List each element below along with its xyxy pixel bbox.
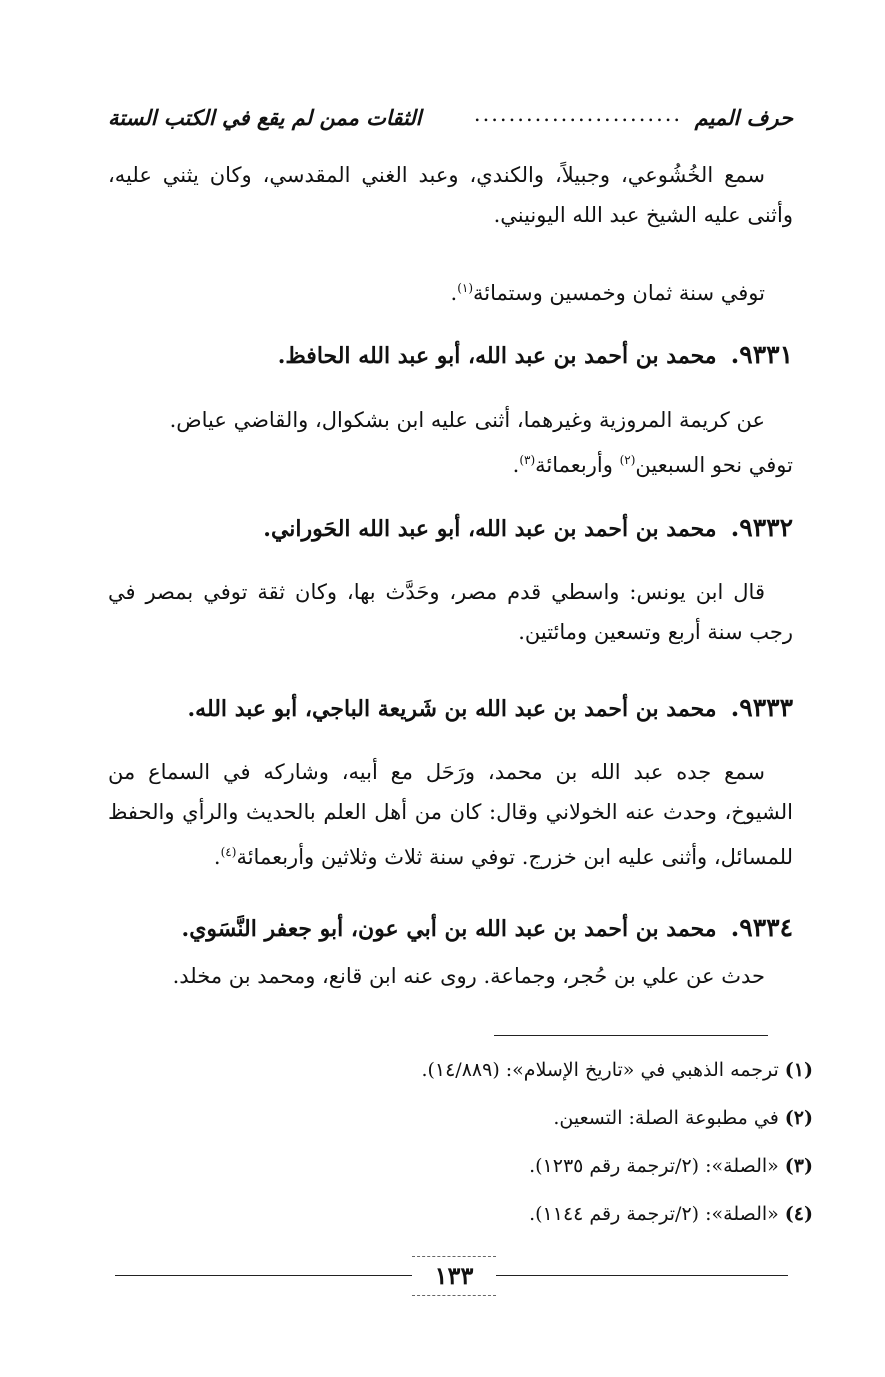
running-header bbox=[108, 98, 793, 138]
footnote-text: «الصلة»: (٢/ترجمة رقم ١١٤٤). bbox=[529, 1203, 779, 1225]
footnote-ref: (٢) bbox=[619, 453, 636, 467]
footnote-text: في مطبوعة الصلة: التسعين. bbox=[553, 1107, 779, 1129]
entry-text: قال ابن يونس: واسطي قدم مصر، وحَدَّث بها، وكان ثقة توفي بمصر في رجب سنة أربع وتسعين ومائتين. bbox=[108, 580, 793, 644]
entry-number: ٩٣٣٢. bbox=[730, 513, 793, 542]
bottom-rule-right bbox=[496, 1275, 788, 1276]
footnote-ref: (١) bbox=[457, 281, 474, 295]
entry-title: محمد بن أحمد بن عبد الله، أبو عبد الله الحَوراني. bbox=[263, 516, 717, 542]
continuation-paragraph bbox=[108, 155, 793, 235]
header-leader-dots: ........................ bbox=[473, 102, 683, 126]
period: . bbox=[450, 281, 458, 305]
period: . bbox=[213, 845, 221, 869]
footnote bbox=[108, 1053, 813, 1087]
footnote-ref: (٤) bbox=[220, 845, 237, 859]
footnote bbox=[108, 1149, 813, 1183]
entry-text: وأربعمائة bbox=[535, 453, 620, 477]
entry-paragraph bbox=[108, 400, 793, 440]
entry-heading bbox=[108, 335, 793, 376]
header-chapter-title: حرف الميم bbox=[694, 105, 793, 130]
entry-heading bbox=[108, 908, 793, 949]
bottom-rule-left bbox=[115, 1275, 412, 1276]
entry-heading bbox=[108, 508, 793, 549]
footnote-text: ترجمه الذهبي في «تاريخ الإسلام»: (١٤/٨٨٩). bbox=[421, 1059, 779, 1081]
footnote-number: (٤) bbox=[784, 1203, 813, 1225]
entry-text: حدث عن علي بن حُجر، وجماعة. روى عنه ابن قانع، ومحمد بن مخلد. bbox=[172, 964, 765, 988]
footnote-separator bbox=[494, 1035, 768, 1036]
footnote bbox=[108, 1197, 813, 1231]
footnote bbox=[108, 1101, 813, 1135]
continuation-death-line bbox=[108, 268, 793, 313]
entry-number: ٩٣٣٤. bbox=[730, 913, 793, 942]
continuation-text: سمع الخُشُوعي، وجبيلاً، والكندي، وعبد الغني المقدسي، وكان يثني عليه، وأثنى عليه الشيخ عبد الله اليونيني. bbox=[108, 163, 793, 227]
entry-paragraph bbox=[108, 572, 793, 652]
entry-title: محمد بن أحمد بن عبد الله بن أبي عون، أبو جعفر النَّسَوي. bbox=[181, 916, 717, 942]
entry-heading bbox=[108, 688, 793, 729]
entry-title: محمد بن أحمد بن عبد الله، أبو عبد الله الحافظ. bbox=[277, 343, 717, 369]
entry-text: عن كريمة المروزية وغيرهما، أثنى عليه ابن بشكوال، والقاضي عياض. bbox=[169, 408, 765, 432]
entry-number: ٩٣٣٣. bbox=[730, 693, 793, 722]
footnote-text: «الصلة»: (٢/ترجمة رقم ١٢٣٥). bbox=[529, 1155, 779, 1177]
footnote-number: (١) bbox=[784, 1059, 813, 1081]
entry-number: ٩٣٣١. bbox=[730, 340, 793, 369]
footnote-number: (٢) bbox=[784, 1107, 813, 1129]
continuation-death-text: توفي سنة ثمان وخمسين وستمائة bbox=[473, 281, 765, 305]
entry-paragraph bbox=[108, 752, 793, 877]
entry-text: توفي نحو السبعين bbox=[635, 453, 793, 477]
period: . bbox=[512, 453, 520, 477]
entry-text: سمع جده عبد الله بن محمد، ورَحَل مع أبيه، وشاركه في السماع من الشيوخ، وحدث عنه الخولاني وقال: كان من أهل العلم بالحديث والرأي والحفظ للمسائل، وأثنى عليه ابن خزرج. توفي سنة ثلاث وثلاثين وأربعمائة bbox=[108, 760, 793, 869]
entry-title: محمد بن أحمد بن عبد الله بن شَريعة الباجي، أبو عبد الله. bbox=[187, 696, 717, 722]
entry-death-line bbox=[108, 440, 793, 485]
footnote-number: (٣) bbox=[784, 1155, 813, 1177]
footnote-ref: (٣) bbox=[519, 453, 536, 467]
entry-paragraph bbox=[108, 956, 793, 996]
header-book-title: الثقات ممن لم يقع في الكتب الستة bbox=[108, 105, 422, 130]
page-number: ١٣٣ bbox=[412, 1256, 496, 1296]
